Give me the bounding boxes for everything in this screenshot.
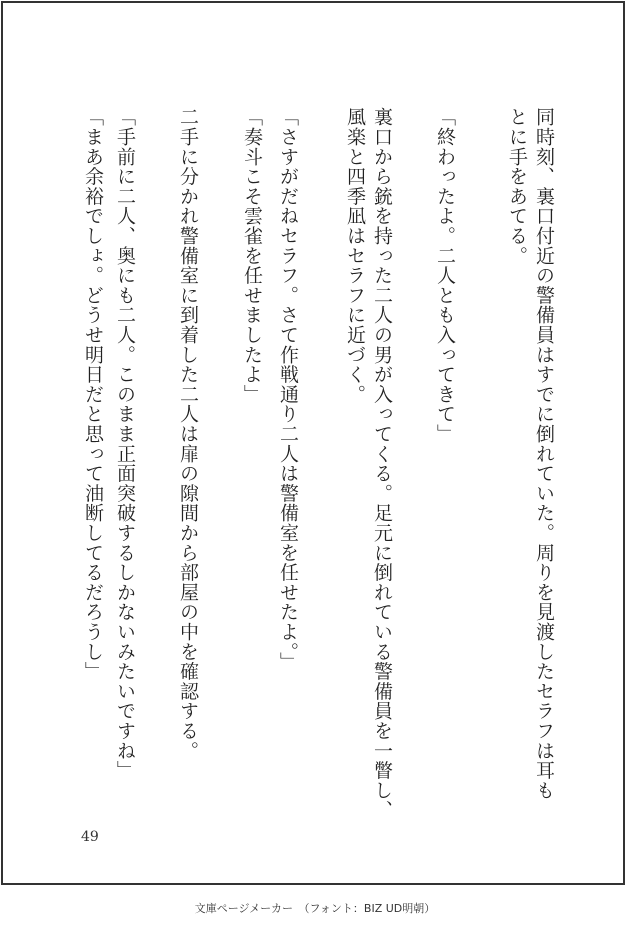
text-column-4: 「終わったよ。二人とも入ってきて」: [434, 107, 456, 444]
text-column-9: 「さすがだねセラフ。さて作戦通り二人は警備室を任せたよ。」: [277, 107, 299, 672]
text-column-10: 「奏斗こそ雲雀を任せましたよ」: [241, 107, 263, 404]
text-column-12: 二手に分かれ警備室に到着した二人は扉の隙間から部屋の中を確認する。: [177, 107, 199, 761]
footer-caption: 文庫ページメーカー （フォント：BIZ UD明朝）: [194, 902, 436, 915]
text-column-7: 風楽と四季凪はセラフに近づく。: [344, 107, 366, 404]
text-column-6: 裏口から銃を持った二人の男が入ってくる。足元に倒れている警備員を一瞥し、: [371, 107, 393, 820]
text-column-1: 同時刻、裏口付近の警備員はすでに倒れていた。周りを見渡したセラフは耳も: [533, 107, 555, 800]
text-column-2: とに手をあてる。: [506, 107, 528, 266]
text-column-15: 「まあ余裕でしょ。どうせ明日だと思って油断してるだろうし」: [82, 107, 104, 682]
text-column-14: 「手前に二人、奥にも二人。このまま正面突破するしかないみたいですね」: [114, 107, 136, 781]
page-number: 49: [81, 829, 99, 845]
book-page: [1, 1, 625, 885]
